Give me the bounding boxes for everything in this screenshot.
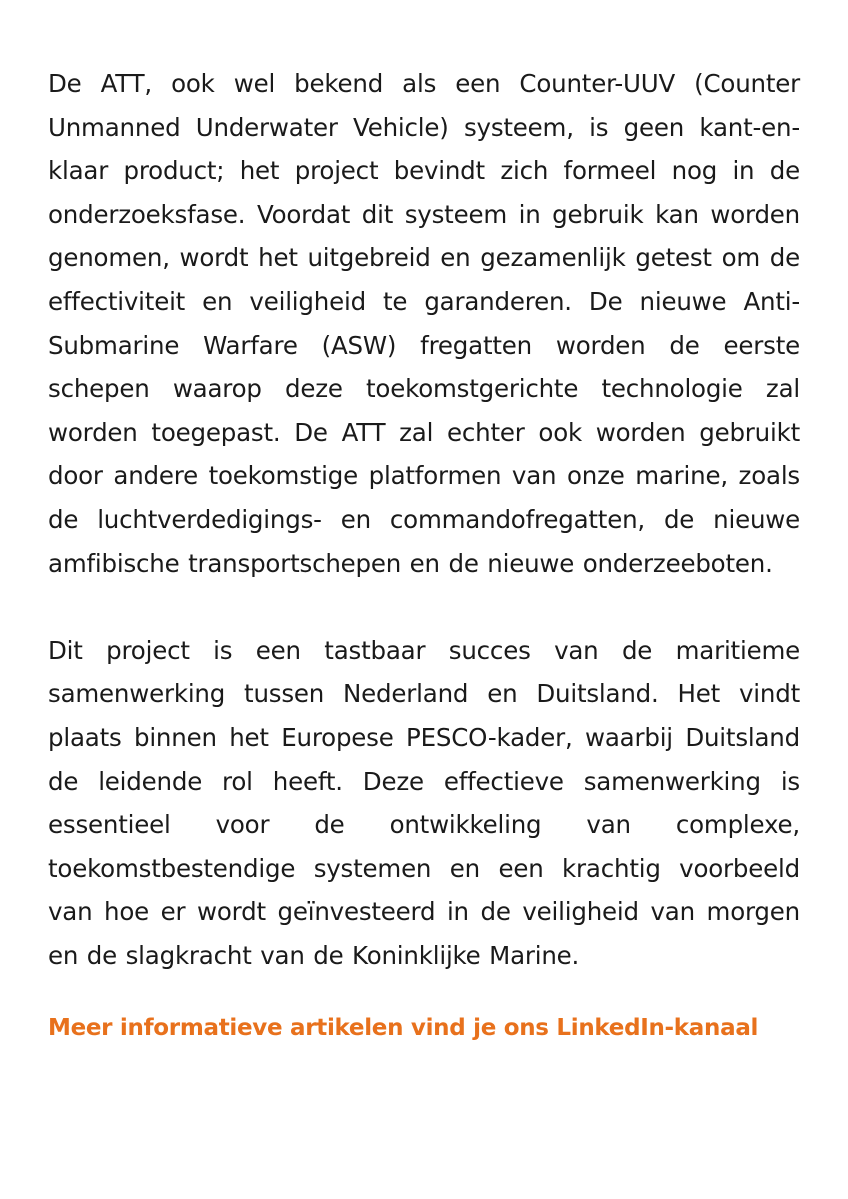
article-paragraph-1: De ATT, ook wel bekend als een Counter-UUV (Counter Unmanned Underwater Vehicle) systeem, is geen kant-en-klaar product; het project bevindt zich formeel nog in de onderzoeksfase. Voordat dit systeem in gebruik kan worden genomen, wordt het uitgebreid en gezamenlijk getest om de effectiviteit en veiligheid te garanderen. De nieuwe Anti-Submarine Warfare (ASW) fregatten worden de eerste schepen waarop deze toekomstgerichte technologie zal worden toegepast. De ATT zal echter ook worden gebruikt door andere toekomstige platformen van onze marine, zoals de luchtverdedigings- en commandofregatten, de nieuwe amfibische transportschepen en de nieuwe onderzeeboten.: [48, 69, 800, 578]
article-body: [48, 62, 800, 1046]
linkedin-channel-link[interactable]: Meer informatieve artikelen vind je ons LinkedIn-kanaal: [48, 1015, 759, 1042]
article-paragraph-2: Dit project is een tastbaar succes van de maritieme samenwerking tussen Nederland en Duitsland. Het vindt plaats binnen het Europese PESCO-kader, waarbij Duitsland de leidende rol heeft. Deze effectieve samenwerking is essentieel voor de ontwikkeling van complexe, toekomstbestendige systemen en een krachtig voorbeeld van hoe er wordt geïnvesteerd in de veiligheid van morgen en de slagkracht van de Koninklijke Marine.: [48, 635, 800, 970]
